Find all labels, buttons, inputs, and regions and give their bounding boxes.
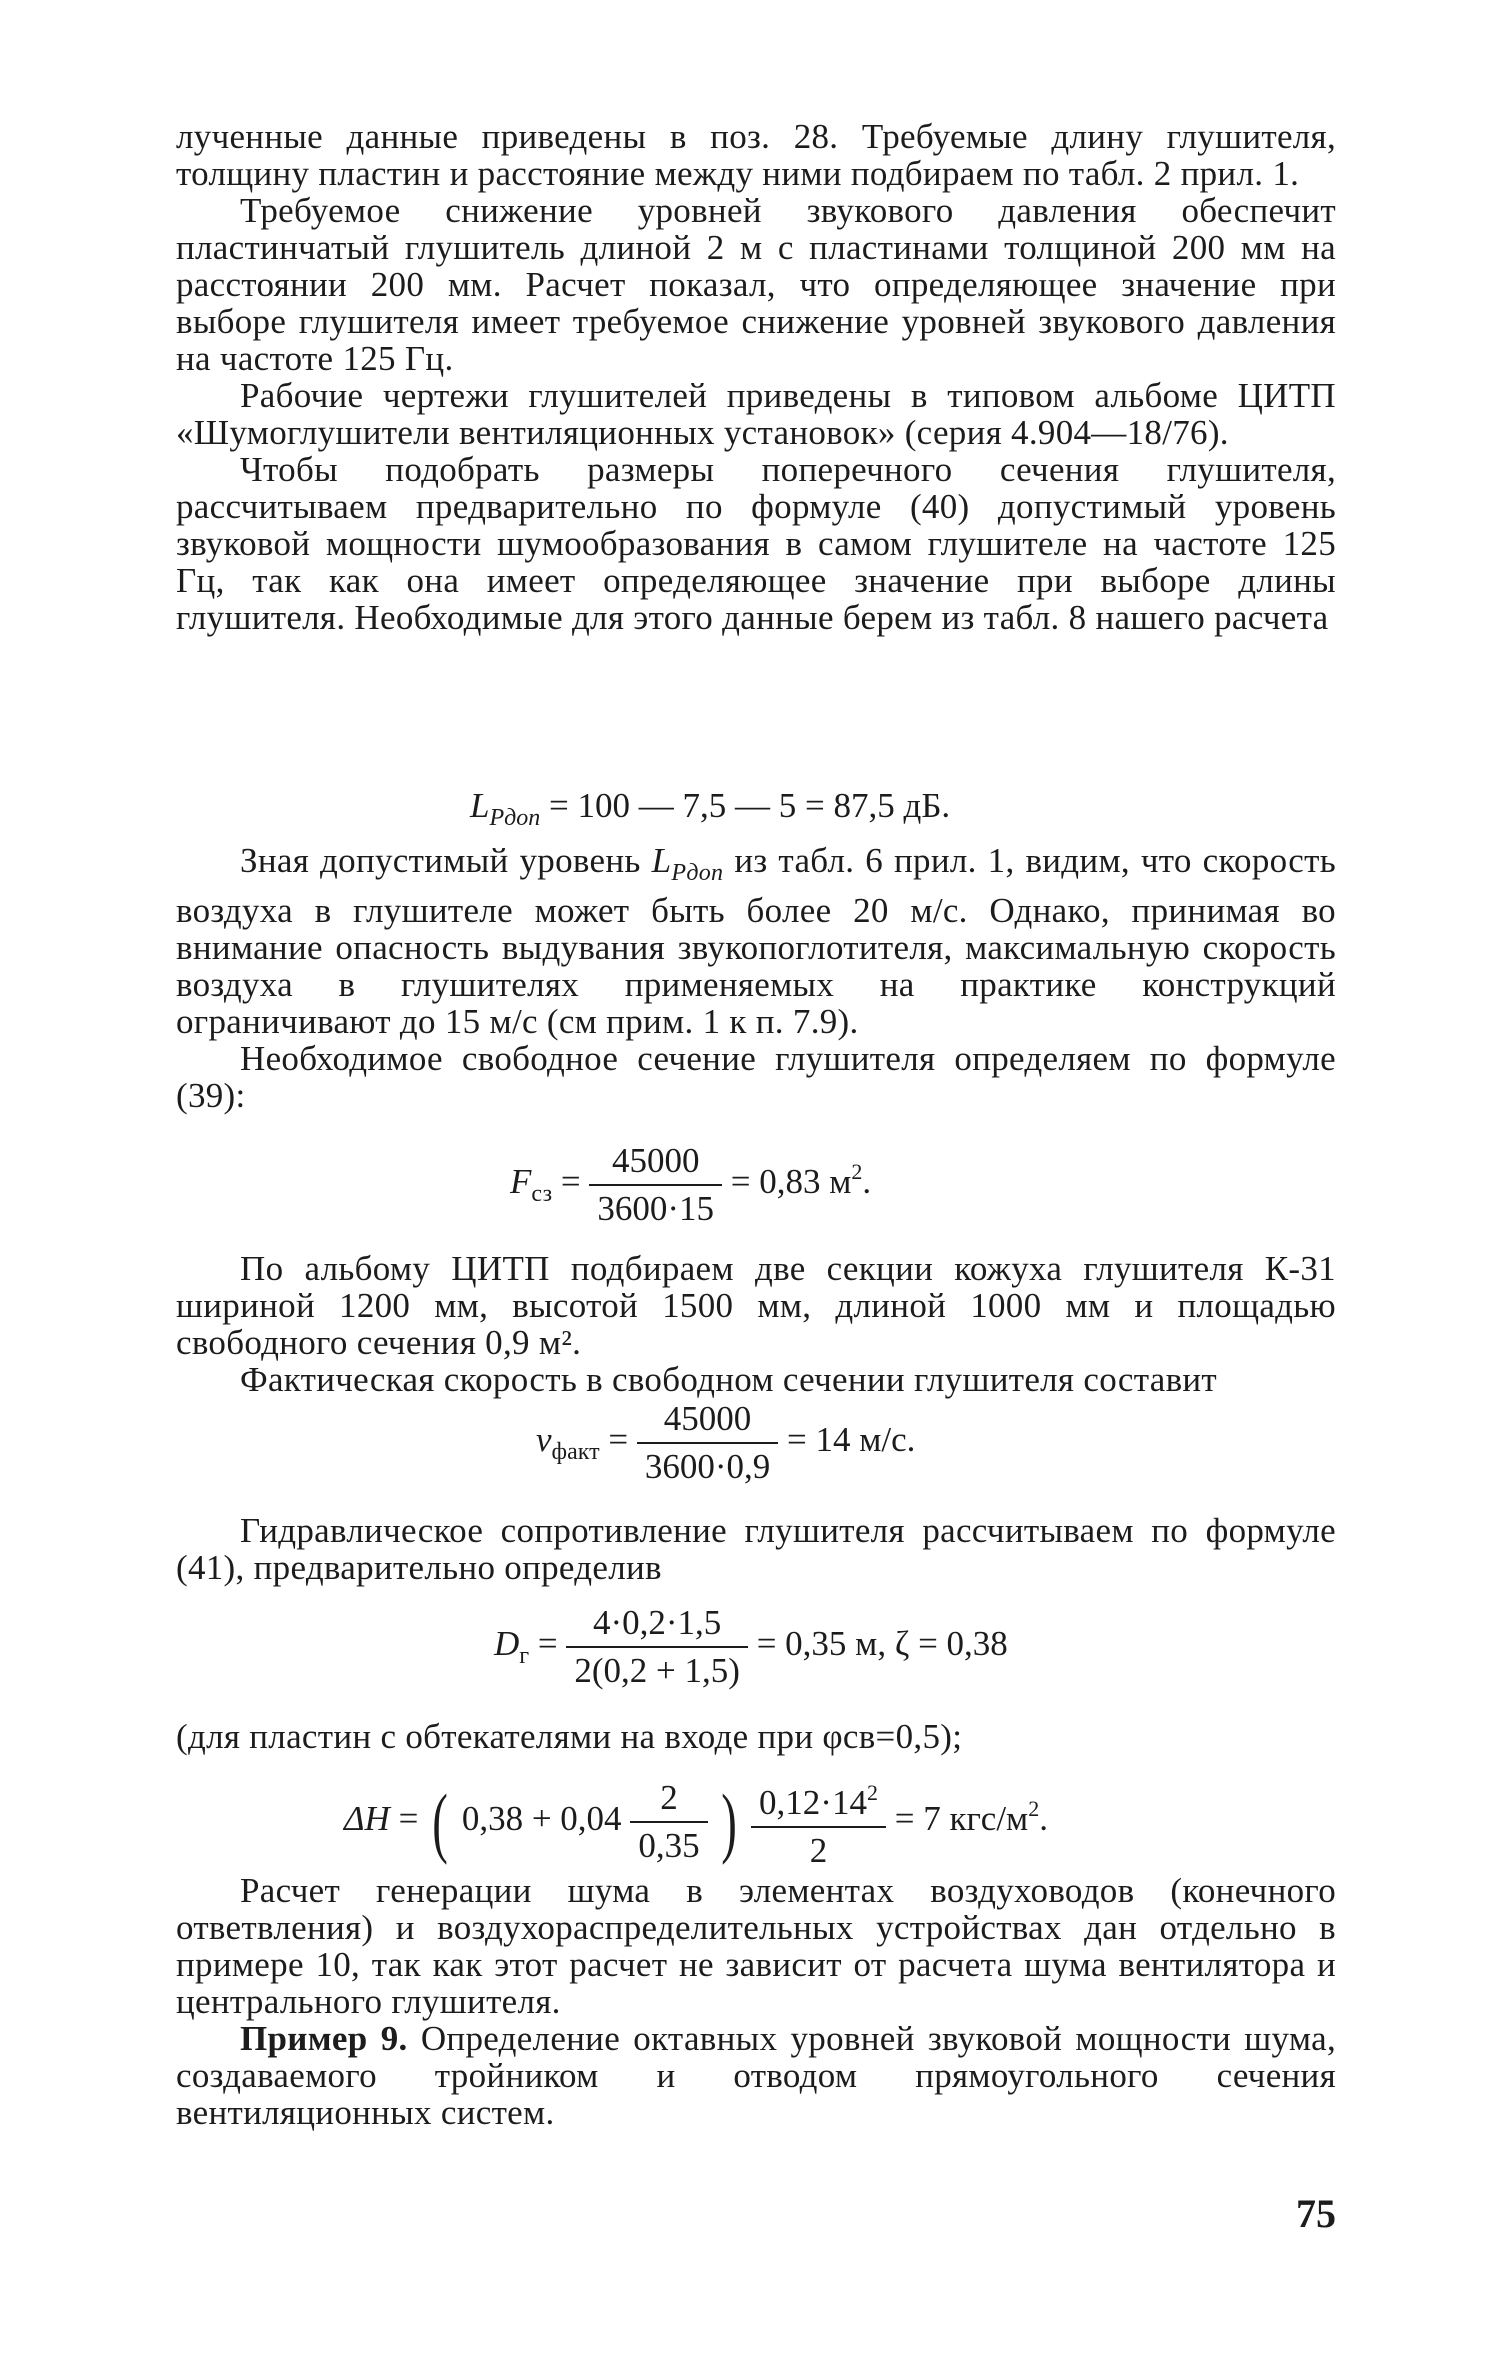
- formula-dg-rhs: = 0,35 м, ζ = 0,38: [756, 1624, 1008, 1664]
- formula-vfakt: [536, 1396, 915, 1490]
- formula-vfakt-symbol: v: [536, 1420, 552, 1460]
- formula-dg-subscript: г: [519, 1643, 530, 1670]
- paragraph-7: По альбому ЦИТП подбираем две секции кожуха глушителя К-31 шириной 1200 мм, высотой 1500 мм, длиной 1000 мм и площадью свободного сечения 0,9 м².: [176, 1249, 1336, 1362]
- formula-fsz-rhs: = 0,83 м: [730, 1162, 852, 1202]
- paragraph-8: Фактическая скорость в свободном сечении глушителя составит: [240, 1360, 1218, 1399]
- paragraph-5-symbol-sub: Pдоп: [671, 860, 724, 886]
- formula-fsz-fraction: [589, 1138, 722, 1232]
- formula-dh-inner-fraction: [630, 1775, 707, 1869]
- text-block-4: [176, 1512, 1336, 1586]
- formula-lpdop: [470, 786, 950, 832]
- formula-fsz-subscript: сз: [531, 1181, 553, 1208]
- formula-fsz-denominator: 3600·15: [597, 1189, 715, 1228]
- paragraph-5-symbol: L: [651, 841, 672, 880]
- text-block-2: [176, 842, 1336, 1114]
- formula-fsz-symbol: F: [510, 1162, 532, 1202]
- formula-dg-equals: =: [537, 1624, 558, 1664]
- formula-dh-rhs-sup: 2: [1028, 1796, 1040, 1822]
- paragraph-5-end: из табл. 6 прил. 1, видим, что скорость воздуха в глушителе может быть более 20 м/с. Однако, принимая во внимание опасность выдувания звукопоглотителя, максимальную скорость воздуха в глушителях применяемых на практике конструкций ограничивают до 15 м/с (см прим. 1 к п. 7.9).: [176, 841, 1337, 1041]
- paragraph-6: Необходимое свободное сечение глушителя определяем по формуле (39):: [176, 1039, 1336, 1115]
- formula-dg-symbol: D: [494, 1624, 520, 1664]
- formula-dh-symbol: ΔH: [344, 1799, 390, 1839]
- paragraph-5: [176, 842, 1336, 1040]
- formula-lpdop-rhs: = 100 — 7,5 — 5 = 87,5 дБ.: [540, 786, 951, 825]
- paragraph-5-start: Зная допустимый уровень: [240, 841, 652, 880]
- formula-dh-first-term: 0,38 + 0,04: [461, 1799, 622, 1839]
- formula-fsz-rhs-sup: 2: [851, 1159, 863, 1185]
- formula-fsz-equals: =: [560, 1162, 581, 1202]
- text-block-6: [176, 1872, 1336, 2131]
- paragraph-12-text: Определение октавных уровней звуковой мощности шума, создаваемого тройником и отводом прямоугольного сечения вентиляционных систем.: [176, 2019, 1336, 2132]
- paragraph-3: Рабочие чертежи глушителей приведены в типовом альбоме ЦИТП «Шумоглушители вентиляционных установок» (серия 4.904—18/76).: [176, 376, 1336, 452]
- paragraph-10: (для пластин с обтекателями на входе при φсв=0,5);: [176, 1717, 963, 1756]
- formula-dh-outer-fraction: [751, 1770, 886, 1874]
- paragraph-2: Требуемое снижение уровней звукового давления обеспечит пластинчатый глушитель длиной 2 м с пластинами толщиной 200 мм на расстоянии 200 мм. Расчет показал, что определяющее значение при выборе глушителя имеет требуемое снижение уровней звукового давления на частоте 125 Гц.: [176, 191, 1336, 378]
- formula-dh-left-paren: (: [432, 1778, 448, 1865]
- formula-dh-inner-denominator: 0,35: [638, 1826, 700, 1865]
- formula-dh-outer-numerator: $0,12\cdot 14^2$: [751, 1770, 886, 1828]
- formula-fsz-numerator: 45000: [589, 1138, 722, 1186]
- formula-dg-denominator: 2(0,2 + 1,5): [574, 1651, 740, 1690]
- formula-vfakt-rhs: = 14 м/с.: [787, 1420, 916, 1460]
- formula-dh: ΔH = ( 0,38 + 0,04 $\frac{2}{0,35}$ ) $\frac{0,12\cdot 14^2}{2}$ = 7 кгс/$м^2$.: [344, 1770, 1048, 1874]
- formula-lpdop-subscript: Pдоп: [489, 805, 541, 831]
- formula-dg-fraction: [566, 1600, 748, 1694]
- formula-dh-inner-numerator: 2: [630, 1775, 707, 1823]
- formula-dg-numerator: 4·0,2·1,5: [566, 1600, 748, 1648]
- formula-dg: [494, 1600, 1008, 1694]
- example-heading: Пример 9.: [240, 2019, 408, 2058]
- formula-vfakt-equals: =: [608, 1420, 629, 1460]
- paragraph-1: лученные данные приведены в поз. 28. Требуемые длину глушителя, толщину пластин и расстояние между ними подбираем по табл. 2 прил. 1.: [176, 117, 1336, 193]
- paragraph-9: Гидравлическое сопротивление глушителя рассчитываем по формуле (41), предварительно определив: [176, 1511, 1336, 1587]
- text-block-top: [176, 118, 1336, 636]
- formula-dh-equals: =: [398, 1799, 419, 1839]
- formula-dh-right-paren: ): [721, 1778, 738, 1865]
- formula-fsz: $F_{сз}$ = $\frac{45000}{3600\cdot 15}$ = 0,83 $м^2$.: [510, 1138, 871, 1232]
- paragraph-4: Чтобы подобрать размеры поперечного сечения глушителя, рассчитываем предварительно по формуле (40) допустимый уровень звуковой мощности шумообразования в самом глушителе на частоте 125 Гц, так как она имеет определяющее значение при выборе длины глушителя. Необходимые для этого данные берем из табл. 8 нашего расчета: [176, 450, 1336, 637]
- page-number: 75: [1296, 2191, 1336, 2236]
- paragraph-11: Расчет генерации шума в элементах воздуховодов (конечного ответвления) и воздухораспределительных устройствах дан отдельно в примере 10, так как этот расчет не зависит от расчета шума вентилятора и центрального глушителя.: [176, 1871, 1336, 2021]
- formula-vfakt-subscript: факт: [551, 1439, 600, 1466]
- text-block-3: [176, 1250, 1336, 1398]
- formula-dh-outer-denominator: 2: [809, 1831, 828, 1870]
- formula-vfakt-denominator: 3600·0,9: [644, 1447, 771, 1486]
- paragraph-12: [176, 2020, 1336, 2131]
- text-block-5: [176, 1718, 1336, 1755]
- formula-vfakt-fraction: [637, 1396, 778, 1490]
- formula-dh-rhs: = 7 кгс/м: [894, 1799, 1029, 1839]
- formula-vfakt-numerator: 45000: [637, 1396, 778, 1444]
- formula-lpdop-symbol: L: [470, 786, 490, 825]
